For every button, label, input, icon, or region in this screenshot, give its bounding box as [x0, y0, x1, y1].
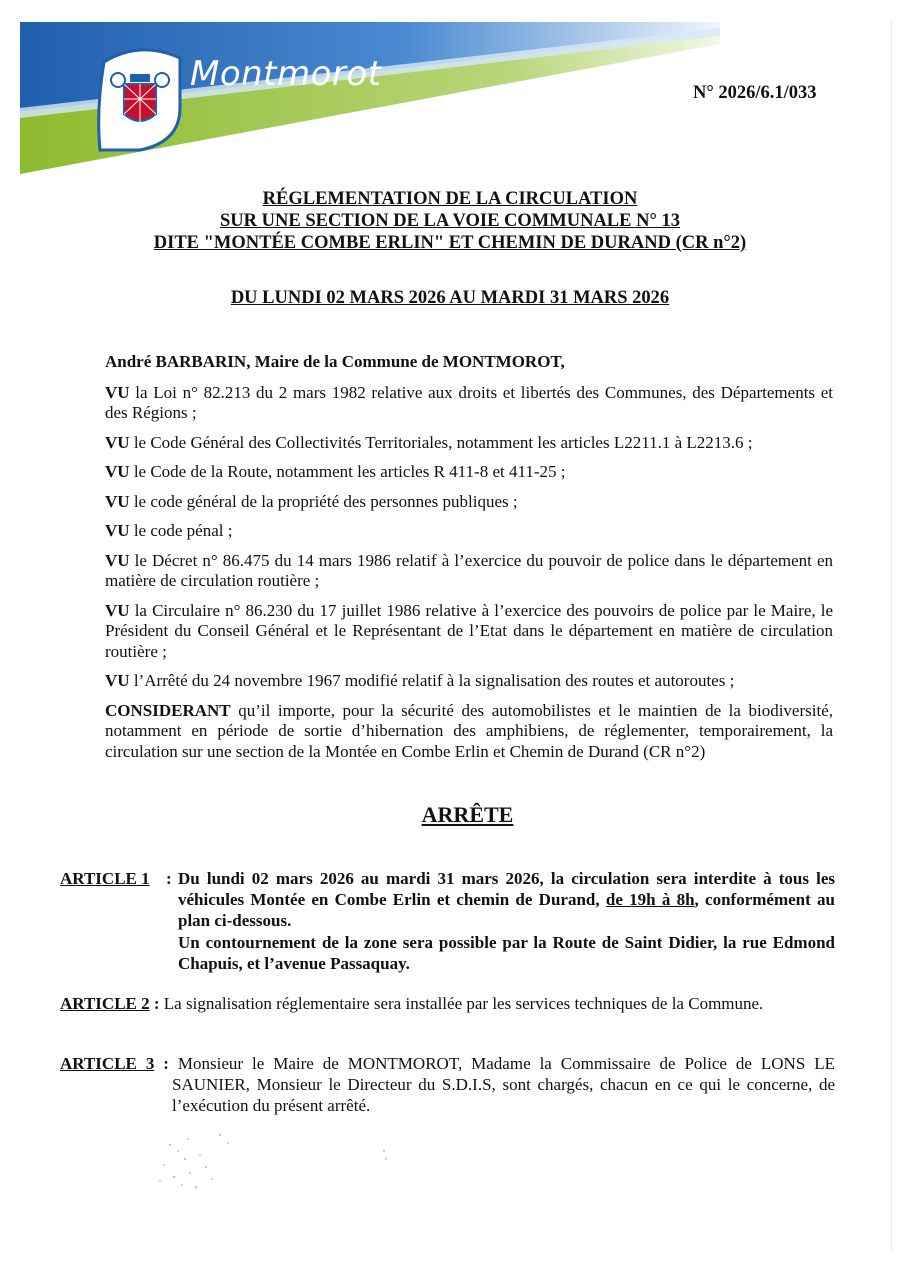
vu-text: le Code de la Route, notamment les articles R 411-8 et 411-25 ;: [133, 462, 566, 481]
vu-paragraph: [105, 433, 833, 454]
vu-text: le Code Général des Collectivités Territoriales, notamment les articles L2211.1 à L2213.6 ;: [133, 432, 753, 452]
article-1-content: [178, 868, 835, 974]
vu-paragraph: [105, 521, 833, 542]
article-3-label: ARTICLE 3: [60, 1054, 155, 1073]
article-1-label: ARTICLE 1: [60, 869, 150, 888]
vu-text: l’Arrêté du 24 novembre 1967 modifié relatif à la signalisation des routes et autoroutes ;: [133, 671, 735, 690]
preamble: [105, 352, 833, 771]
vu-keyword: VU: [105, 382, 130, 402]
article-1-hours: de 19h à 8h: [605, 890, 695, 909]
vu-text: la Loi n° 82.213 du 2 mars 1982 relative aux droits et libertés des Communes, des Départements et des Régions ;: [105, 382, 834, 422]
vu-keyword: VU: [105, 432, 130, 452]
article-2-colon: :: [149, 994, 164, 1013]
article-3: [60, 1053, 835, 1116]
title-line-1: RÉGLEMENTATION DE LA CIRCULATION: [262, 189, 638, 209]
mayor-line: André BARBARIN, Maire de la Commune de MONTMOROT,: [105, 352, 565, 371]
arrete-heading: ARRÊTE: [421, 802, 514, 827]
article-2: [60, 993, 835, 1014]
header-banner: [20, 22, 720, 174]
faded-stamp-icon: [130, 1115, 400, 1215]
vu-paragraph: [105, 383, 833, 424]
considerant-keyword: CONSIDERANT: [105, 700, 231, 720]
title-line-3: DITE "MONTÉE COMBE ERLIN" ET CHEMIN DE DURAND (CR n°2): [153, 233, 747, 253]
article-3-text: Monsieur le Maire de MONTMOROT, Madame la Commissaire de Police de LONS LE SAUNIER, Monsieur le Directeur du S.D.I.S, sont chargés, chacun en ce qui le concerne, de l’exécution du présent arrêté.: [172, 1054, 835, 1115]
article-1-paragraph-2: Un contournement de la zone sera possible par la Route de Saint Didier, la rue Edmond Chapuis, et l’avenue Passaquay.: [178, 933, 835, 973]
vu-keyword: VU: [105, 671, 130, 690]
article-1-paragraph-1: [178, 868, 835, 931]
vu-paragraph: [105, 462, 833, 483]
vu-keyword: VU: [105, 600, 130, 620]
vu-keyword: VU: [105, 491, 130, 511]
considerant-text: qu’il importe, pour la sécurité des automobilistes et le maintien de la biodiversité, notamment en période de sortie d’hibernation des amphibiens, de réglementer, temporairement, la circulation sur une section de la Montée en Combe Erlin et Chemin de Durand (CR n°2): [105, 700, 833, 761]
vu-paragraph: [105, 492, 833, 513]
vu-text: le code pénal ;: [133, 521, 233, 540]
logo-wordmark: Montmorot: [190, 54, 382, 94]
article-1-text-a: Du lundi 02 mars 2026 au mardi 31 mars 2026, la circulation sera interdite à tous les véhicules Montée en Combe Erlin et chemin de Durand,: [178, 869, 835, 909]
article-1-colon: :: [166, 869, 172, 888]
article-1-text-b: , conformément au plan ci-dessous.: [178, 890, 835, 930]
article-1: [60, 868, 835, 974]
date-range: DU LUNDI 02 MARS 2026 AU MARDI 31 MARS 2026: [230, 288, 670, 308]
vu-paragraph: [105, 601, 833, 663]
document-number: N° 2026/6.1/033: [693, 83, 817, 103]
considerant-paragraph: [105, 701, 833, 763]
vu-keyword: VU: [105, 462, 130, 481]
article-3-colon: :: [154, 1054, 178, 1073]
vu-text: le Décret n° 86.475 du 14 mars 1986 relatif à l’exercice du pouvoir de police dans le département en matière de circulation routière ;: [105, 550, 833, 590]
vu-text: le code général de la propriété des personnes publiques ;: [133, 491, 518, 511]
vu-keyword: VU: [105, 550, 130, 570]
article-2-label: ARTICLE 2: [60, 994, 150, 1013]
document-title: [0, 188, 900, 254]
vu-keyword: VU: [105, 521, 130, 540]
vu-text: la Circulaire n° 86.230 du 17 juillet 1986 relative à l’exercice des pouvoirs de police par le Maire, le Président du Conseil Général et le Représentant de l’Etat dans le département en matière de circulation routière ;: [105, 600, 834, 661]
title-line-2: SUR UNE SECTION DE LA VOIE COMMUNALE N° 13: [220, 211, 680, 231]
coat-of-arms-icon: [99, 50, 180, 150]
article-3-content: [60, 1053, 835, 1116]
vu-paragraph: [105, 671, 833, 692]
vu-paragraph: [105, 551, 833, 592]
article-2-text: La signalisation réglementaire sera installée par les services techniques de la Commune.: [163, 994, 764, 1013]
